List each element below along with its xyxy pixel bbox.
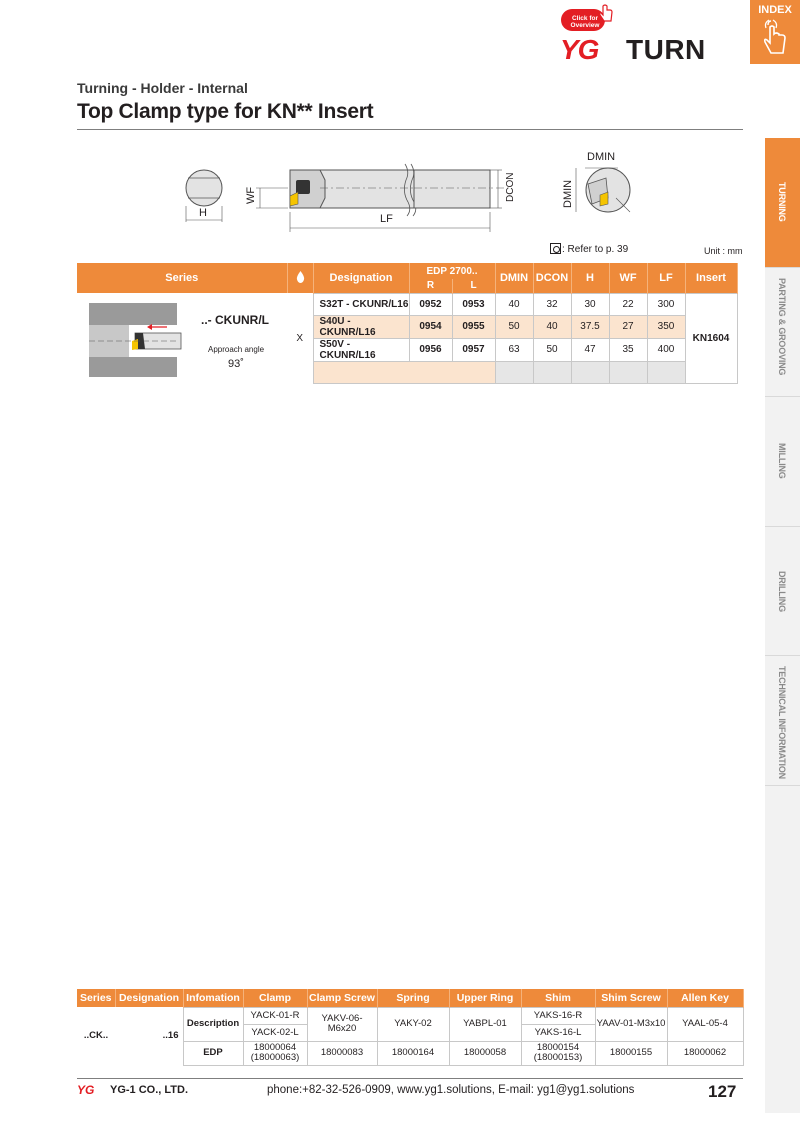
dim-label-wf: WF bbox=[245, 186, 257, 204]
designation-cell: S50V - CKUNR/L16 bbox=[313, 338, 409, 361]
footer-yg-logo: YG bbox=[77, 1083, 95, 1097]
acc-header-allen-key: Allen Key bbox=[667, 989, 743, 1007]
acc-header-information: Infomation bbox=[183, 989, 243, 1007]
acc-edp-shim-cell bbox=[521, 1041, 595, 1065]
bore-view-figure bbox=[576, 168, 630, 212]
footer-company-name: YG-1 CO., LTD. bbox=[110, 1084, 189, 1096]
acc-header-shim-screw: Shim Screw bbox=[595, 989, 667, 1007]
empty-cell bbox=[609, 361, 647, 383]
h-cell: 30 bbox=[571, 293, 609, 315]
acc-allen-key-cell: YAAL-05-4 bbox=[667, 1007, 743, 1041]
page-title: Top Clamp type for KN** Insert bbox=[77, 100, 374, 123]
coolant-drop-icon bbox=[296, 271, 305, 283]
side-tab-milling[interactable] bbox=[765, 397, 800, 527]
refer-page-link[interactable] bbox=[550, 243, 628, 255]
acc-upper-ring-cell: YABPL-01 bbox=[449, 1007, 521, 1041]
touch-hand-icon bbox=[762, 19, 790, 59]
header-insert: Insert bbox=[685, 263, 737, 293]
edp-l-cell: 0953 bbox=[452, 293, 495, 315]
empty-cell bbox=[313, 361, 495, 383]
dim-label-dcon: DCON bbox=[505, 172, 516, 202]
footer-contact-info: phone:+82-32-526-0909, www.yg1.solutions, E-mail: yg1@yg1.solutions bbox=[267, 1084, 635, 1096]
internal-holder-icon bbox=[83, 297, 183, 381]
dim-label-dmin-side: DMIN bbox=[562, 179, 574, 208]
acc-header-upper-ring: Upper Ring bbox=[449, 989, 521, 1007]
acc-header-clamp: Clamp bbox=[243, 989, 307, 1007]
dmin-cell: 63 bbox=[495, 338, 533, 361]
designation-cell: S32T - CKUNR/L16 bbox=[313, 293, 409, 315]
header-dcon: DCON bbox=[533, 263, 571, 293]
acc-clamp-r-cell: YACK-01-R bbox=[243, 1007, 307, 1024]
edp-r-cell: 0954 bbox=[409, 315, 452, 338]
acc-header-spring: Spring bbox=[377, 989, 449, 1007]
approach-angle-value: 93˚ bbox=[228, 358, 244, 370]
side-tab-label: PARTING & GROOVING bbox=[777, 278, 787, 376]
acc-header-series: Series bbox=[77, 989, 115, 1007]
acc-edp-clamp-line1: 18000064 bbox=[253, 1042, 297, 1053]
acc-edp-allen-key-cell: 18000062 bbox=[667, 1041, 743, 1065]
section-side-nav bbox=[765, 138, 800, 1113]
acc-shim-screw-cell: YAAV-01-M3x10 bbox=[595, 1007, 667, 1041]
dim-label-h: H bbox=[199, 207, 207, 219]
footer-divider bbox=[77, 1078, 743, 1079]
lf-cell: 400 bbox=[647, 338, 685, 361]
index-label: INDEX bbox=[758, 4, 792, 16]
dmin-cell: 40 bbox=[495, 293, 533, 315]
designation-cell: S40U - CKUNR/L16 bbox=[313, 315, 409, 338]
refer-page-text: : Refer to p. 39 bbox=[562, 244, 629, 255]
h-cell: 37.5 bbox=[571, 315, 609, 338]
series-name: ..- CKUNR/L bbox=[201, 313, 269, 327]
pointer-hand-icon bbox=[597, 3, 615, 23]
edp-r-cell: 0956 bbox=[409, 338, 452, 361]
lf-cell: 350 bbox=[647, 315, 685, 338]
dcon-cell: 50 bbox=[533, 338, 571, 361]
acc-clamp-l-cell: YACK-02-L bbox=[243, 1024, 307, 1041]
wf-cell: 22 bbox=[609, 293, 647, 315]
insert-cell: KN1604 bbox=[685, 293, 737, 383]
click-for-overview-button[interactable] bbox=[561, 3, 615, 33]
holder-spec-table bbox=[77, 263, 738, 384]
acc-shim-r-cell: YAKS-16-R bbox=[521, 1007, 595, 1024]
wf-cell: 27 bbox=[609, 315, 647, 338]
edp-l-cell: 0957 bbox=[452, 338, 495, 361]
holder-technical-drawing bbox=[180, 140, 640, 240]
dim-label-lf: LF bbox=[380, 213, 393, 225]
acc-header-shim: Shim bbox=[521, 989, 595, 1007]
edp-r-cell: 0952 bbox=[409, 293, 452, 315]
acc-series-cell: ..CK.. bbox=[83, 1030, 109, 1041]
header-lf: LF bbox=[647, 263, 685, 293]
acc-header-designation: Designation bbox=[115, 989, 183, 1007]
header-edp: EDP 2700.. bbox=[409, 263, 495, 279]
acc-edp-clamp-screw-cell: 18000083 bbox=[307, 1041, 377, 1065]
acc-edp-spring-cell: 18000164 bbox=[377, 1041, 449, 1065]
acc-edp-shim-line2: (18000153) bbox=[533, 1052, 583, 1063]
header-series: Series bbox=[77, 263, 287, 293]
empty-cell bbox=[495, 361, 533, 383]
acc-spring-cell: YAKY-02 bbox=[377, 1007, 449, 1041]
side-tab-technical-information[interactable] bbox=[765, 656, 800, 786]
side-tab-parting-grooving[interactable] bbox=[765, 268, 800, 397]
hand-mark: X bbox=[296, 332, 304, 344]
acc-header-clamp-screw: Clamp Screw bbox=[307, 989, 377, 1007]
side-tab-drilling[interactable] bbox=[765, 527, 800, 656]
overview-label-line1: Click for bbox=[571, 15, 598, 22]
header-edp-l: L bbox=[452, 279, 495, 293]
index-button[interactable] bbox=[750, 0, 800, 64]
wf-cell: 35 bbox=[609, 338, 647, 361]
header-coolant bbox=[287, 263, 313, 293]
title-divider bbox=[77, 129, 743, 130]
dmin-cell: 50 bbox=[495, 315, 533, 338]
brand-yg-text: YG bbox=[560, 34, 599, 65]
dcon-cell: 32 bbox=[533, 293, 571, 315]
acc-edp-shim-line1: 18000154 bbox=[536, 1042, 580, 1053]
accessories-table bbox=[77, 989, 744, 1066]
acc-designation-cell: ..16 bbox=[162, 1030, 179, 1041]
acc-edp-clamp-line2: (18000063) bbox=[250, 1052, 300, 1063]
empty-cell bbox=[647, 361, 685, 383]
header-edp-r: R bbox=[409, 279, 452, 293]
side-tab-label: TURNING bbox=[777, 182, 787, 222]
breadcrumb: Turning - Holder - Internal bbox=[77, 80, 248, 96]
edp-l-cell: 0955 bbox=[452, 315, 495, 338]
dim-label-dmin-top: DMIN bbox=[587, 151, 616, 163]
series-cell bbox=[77, 293, 287, 383]
insert-symbol-icon bbox=[550, 243, 561, 254]
unit-note: Unit : mm bbox=[704, 246, 743, 256]
side-tab-turning[interactable] bbox=[765, 138, 800, 268]
h-cell: 47 bbox=[571, 338, 609, 361]
empty-cell bbox=[533, 361, 571, 383]
side-tab-label: DRILLING bbox=[777, 571, 787, 612]
acc-description-label: Description bbox=[183, 1007, 243, 1041]
approach-angle-label: Approach angle bbox=[208, 345, 265, 354]
header-dmin: DMIN bbox=[495, 263, 533, 293]
header-wf: WF bbox=[609, 263, 647, 293]
brand-turn-text: TURN bbox=[626, 34, 706, 65]
header-h: H bbox=[571, 263, 609, 293]
acc-edp-upper-ring-cell: 18000058 bbox=[449, 1041, 521, 1065]
acc-edp-shim-screw-cell: 18000155 bbox=[595, 1041, 667, 1065]
table-row bbox=[77, 1007, 743, 1024]
acc-clamp-screw-cell: YAKV-06-M6x20 bbox=[307, 1007, 377, 1041]
empty-cell bbox=[571, 361, 609, 383]
table-row bbox=[77, 293, 737, 315]
acc-edp-clamp-cell bbox=[243, 1041, 307, 1065]
dcon-cell: 40 bbox=[533, 315, 571, 338]
acc-edp-label: EDP bbox=[183, 1041, 243, 1065]
overview-label-line2: Overview bbox=[570, 22, 600, 29]
header-designation: Designation bbox=[313, 263, 409, 293]
side-tab-label: TECHNICAL INFORMATION bbox=[777, 666, 787, 779]
lf-cell: 300 bbox=[647, 293, 685, 315]
page-number: 127 bbox=[708, 1082, 737, 1101]
acc-shim-l-cell: YAKS-16-L bbox=[521, 1024, 595, 1041]
side-tab-label: MILLING bbox=[777, 443, 787, 479]
